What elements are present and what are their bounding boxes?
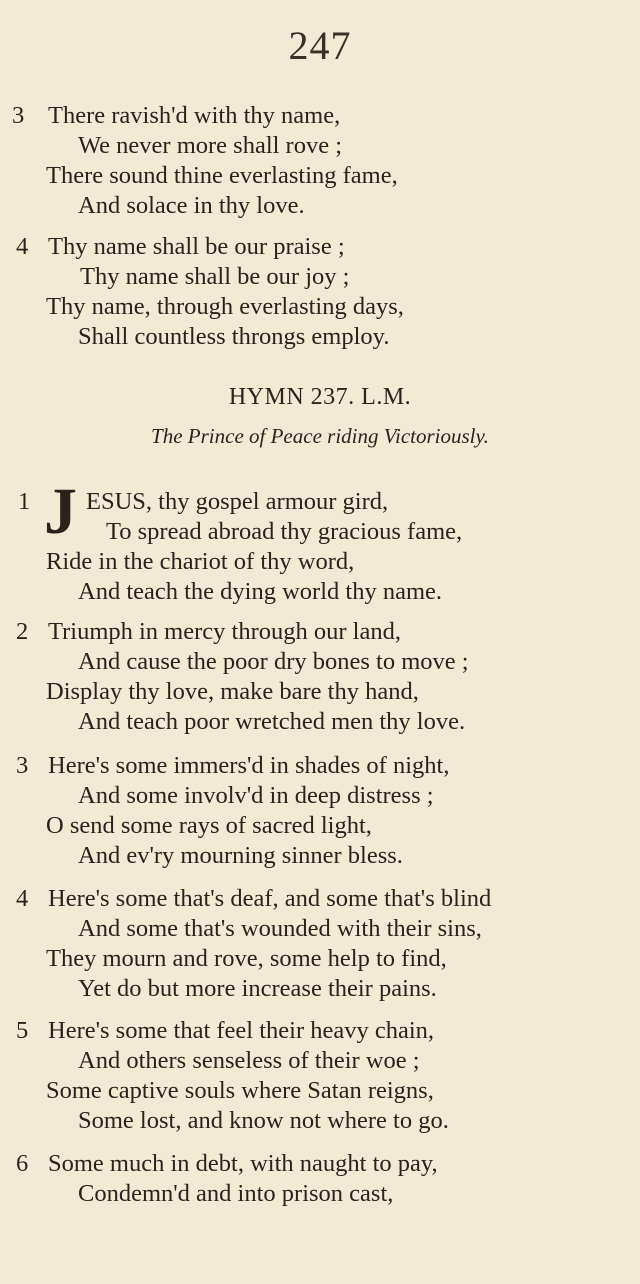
verse-line: They mourn and rove, some help to find, [46, 945, 447, 972]
verse-line: Here's some immers'd in shades of night, [48, 752, 450, 779]
verse-line: Thy name shall be our joy ; [80, 263, 350, 290]
stanza-number: 5 [16, 1017, 29, 1044]
verse-line: Yet do but more increase their pains. [78, 975, 437, 1002]
verse-line: Here's some that feel their heavy chain, [48, 1017, 435, 1044]
hymn-subtitle: The Prince of Peace riding Victoriously. [151, 424, 489, 448]
verse-line: And teach the dying world thy name. [78, 578, 443, 605]
hymn-title: HYMN 237. L.M. [228, 384, 412, 410]
stanza-number: 6 [16, 1150, 29, 1177]
verse-line: Thy name shall be our praise ; [48, 233, 345, 260]
verse-line: To spread abroad thy gracious fame, [106, 518, 463, 545]
stanza-number: 4 [16, 233, 29, 260]
verse-line: Some much in debt, with naught to pay, [48, 1150, 438, 1177]
verse-line: There ravish'd with thy name, [48, 102, 341, 129]
verse-line: And others senseless of their woe ; [78, 1047, 420, 1074]
stanza-number: 1 [18, 488, 31, 515]
verse-line: Thy name, through everlasting days, [46, 293, 404, 320]
verse-line: And solace in thy love. [78, 192, 305, 219]
stanza-number: 3 [16, 752, 29, 779]
stanza-number: 4 [16, 885, 29, 912]
verse-line: Display thy love, make bare thy hand, [46, 678, 419, 705]
verse-line: And teach poor wretched men thy love. [78, 708, 466, 735]
verse-line: Shall countless throngs employ. [78, 323, 390, 350]
verse-line: We never more shall rove ; [78, 132, 343, 159]
verse-line: ESUS, thy gospel armour gird, [86, 488, 389, 515]
verse-line: Here's some that's deaf, and some that's blind [48, 885, 492, 912]
verse-line: Some captive souls where Satan reigns, [46, 1077, 434, 1104]
verse-line: And ev'ry mourning sinner bless. [78, 842, 403, 869]
page-number: 247 [288, 23, 352, 68]
verse-line: And cause the poor dry bones to move ; [78, 648, 469, 675]
stanza-number: 3 [12, 102, 25, 129]
verse-line: And some involv'd in deep distress ; [78, 782, 434, 809]
verse-line: O send some rays of sacred light, [46, 812, 372, 839]
verse-line: There sound thine everlasting fame, [46, 162, 398, 189]
stanza-number: 2 [16, 618, 29, 645]
verse-line: Condemn'd and into prison cast, [78, 1180, 394, 1207]
verse-line: Some lost, and know not where to go. [78, 1107, 449, 1134]
drop-cap: J [44, 475, 77, 548]
verse-line: Triumph in mercy through our land, [48, 618, 401, 645]
verse-line: And some that's wounded with their sins, [78, 915, 482, 942]
verse-line: Ride in the chariot of thy word, [46, 548, 355, 575]
